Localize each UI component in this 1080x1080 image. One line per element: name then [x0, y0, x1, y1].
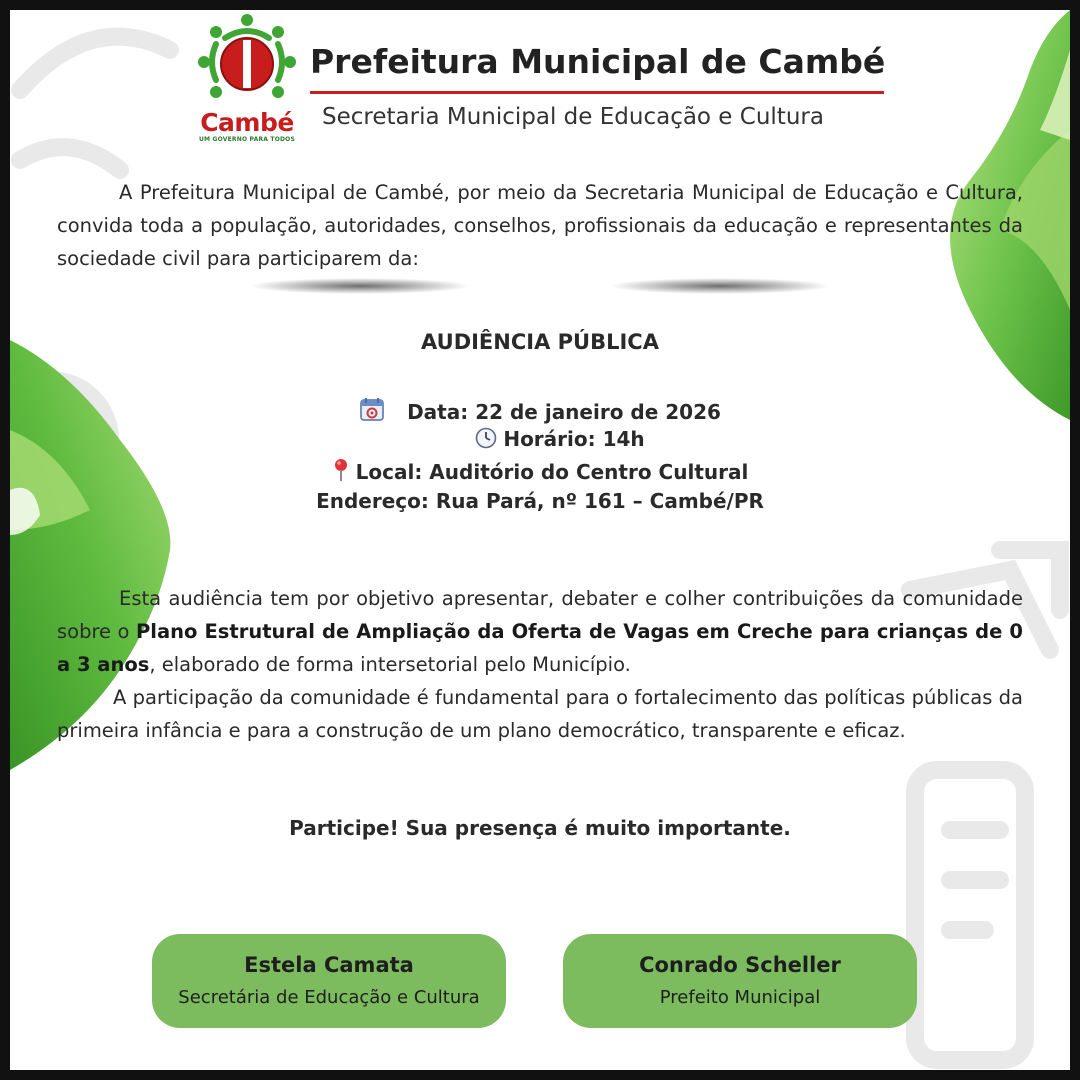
signature-name: Estela Camata: [244, 953, 414, 977]
header-rule: [310, 91, 884, 94]
signature-box-secretary: [152, 934, 506, 1028]
signature-role: Secretária de Educação e Cultura: [178, 987, 480, 1008]
event-time: [10, 427, 1070, 451]
signature-role: Prefeito Municipal: [659, 987, 821, 1008]
shadow-divider: [250, 276, 830, 316]
cambe-emblem-icon: [192, 12, 302, 117]
org-title: Prefeitura Municipal de Cambé: [310, 42, 886, 81]
header: [190, 10, 910, 160]
objective-text-end: , elaborado de forma intersetorial pelo Município.: [149, 653, 631, 676]
objective-text: Esta audiência tem por objetivo apresentar, debater e colher contribuições da comunidade sobre o: [57, 587, 1023, 643]
clock-icon: [475, 427, 497, 449]
decorative-background: [10, 10, 1070, 1070]
event-address: Endereço: Rua Pará, nº 161 – Cambé/PR: [316, 489, 764, 513]
signature-box-mayor: [563, 934, 917, 1028]
event-time-text: Horário: 14h: [503, 427, 645, 451]
calendar-icon: [359, 396, 385, 422]
org-subtitle: Secretaria Municipal de Educação e Cultura: [322, 104, 824, 130]
cambe-logo: [192, 12, 302, 152]
event-place-text: Local: Auditório do Centro Cultural: [355, 460, 749, 484]
plan-name: Plano Estrutural de Ampliação da Oferta de Vagas em Creche para crianças de 0 a 3 anos: [57, 620, 1023, 676]
logo-wordmark: Cambé: [200, 108, 294, 137]
event-title: AUDIÊNCIA PÚBLICA: [421, 330, 659, 354]
signature-name: Conrado Scheller: [639, 953, 841, 977]
event-date-text: Data: 22 de janeiro de 2026: [407, 400, 721, 424]
participation-paragraph: [57, 681, 1023, 747]
event-date: [10, 396, 1070, 424]
intro-paragraph: [57, 176, 1023, 275]
pin-icon: [332, 458, 350, 482]
invitation-card: [10, 10, 1070, 1070]
participation-text: A participação da comunidade é fundamental para o fortalecimento das políticas públicas da primeira infância e para a construção de um plano democrático, transparente e eficaz.: [57, 686, 1023, 742]
event-place: [10, 458, 1070, 484]
objective-paragraph: [57, 582, 1023, 681]
logo-slogan: UM GOVERNO PARA TODOS: [198, 136, 295, 143]
call-to-action: Participe! Sua presença é muito importante.: [289, 816, 791, 840]
intro-text: A Prefeitura Municipal de Cambé, por meio da Secretaria Municipal de Educação e Cultura, convida toda a população, autoridades, conselhos, profissionais da educação e representantes da sociedade civil para participarem da:: [57, 181, 1023, 270]
